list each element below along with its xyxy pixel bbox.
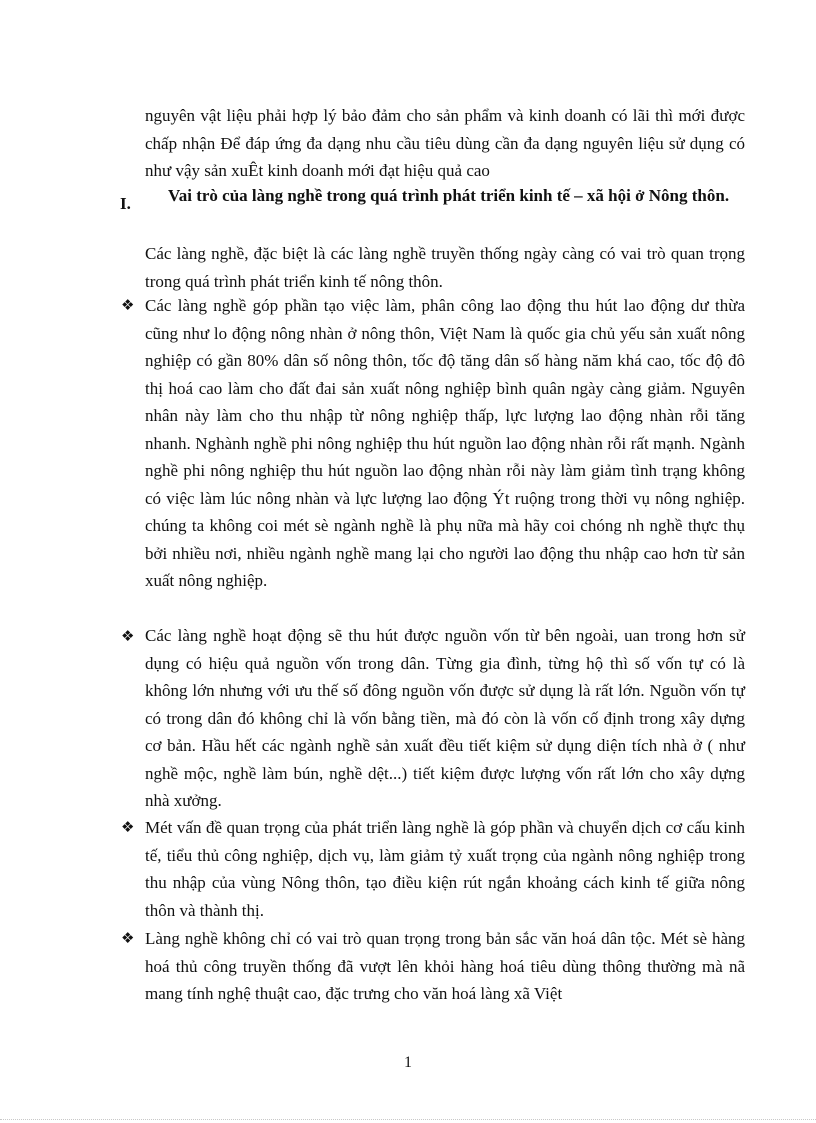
diamond-bullet-icon: ❖	[121, 929, 135, 947]
bullet-paragraph: Các làng nghề góp phần tạo việc làm, phân công lao động thu hút lao động dư thừa cũng như lo động nông nhàn ở nông thôn, Việt Nam là quốc gia chủ yếu sản xuất nông nghiệp có gần 80% dân số nông thôn, tốc độ tăng dân số hàng năm khá cao, tốc độ đô thị hoá cao làm cho đất đai sản xuất nông nghiệp bình quân ngày càng giảm. Nguyên nhân này làm cho thu nhập từ nông nghiệp thấp, lực lượng lao động nhàn rỗi tăng nhanh. Nghành nghề phi nông nghiệp thu hút nguồn lao động nhàn rỗi rất mạnh. Ngành nghề phi nông nghiệp thu hút nguồn lao động nhàn rỗi này làm giảm tình trạng không có việc làm lúc nông nhàn và lực lượng lao động Ýt ruộng trong thời vụ nông nghiệp. chúng ta không coi mét sè ngành nghề là phụ nữa mà hãy coi chóng nh nghề thực thụ bởi nhiều nơi, nhiều ngành nghề mang lại cho người lao động thu nhập cao hơn từ sản xuất nông nghiệp.	[145, 296, 745, 590]
bullet-paragraph: Làng nghề không chỉ có vai trò quan trọng trong bản sắc văn hoá dân tộc. Mét sè hàng hoá thủ công truyền thống đã vượt lên khỏi hàng hoá tiêu dùng thông thường mà nã mang tính nghệ thuật cao, đặc trưng cho văn hoá làng xã Việt	[145, 929, 745, 1003]
diamond-bullet-icon: ❖	[121, 296, 135, 314]
lead-paragraph: Các làng nghề, đặc biệt là các làng nghề truyền thống ngày càng có vai trò quan trọng trong quá trình phát triển kinh tế nông thôn.	[145, 244, 745, 291]
diamond-bullet-icon: ❖	[121, 818, 135, 836]
diamond-bullet-icon: ❖	[121, 627, 135, 645]
bullet-paragraph: Mét vấn đề quan trọng của phát triển làng nghề là góp phần và chuyển dịch cơ cấu kinh tế, tiểu thủ công nghiệp, dịch vụ, làm giảm tỷ xuất trọng của ngành nông nghiệp trong thu nhập của vùng Nông thôn, tạo điều kiện rút ngắn khoảng cách kinh tế giữa nông thôn và thành thị.	[145, 818, 745, 920]
page-number: 1	[404, 1054, 412, 1071]
section-number: I.	[120, 194, 131, 213]
page-bottom-rule	[0, 1119, 816, 1120]
section-heading: Vai trò của làng nghề trong quá trình phát triển kinh tế – xã hội ở Nông thôn.	[168, 186, 730, 205]
intro-paragraph: nguyên vật liệu phải hợp lý bảo đảm cho sản phẩm và kinh doanh có lãi thì mới được chấp nhận Để đáp ứng đa dạng nhu cầu tiêu dùng cần đa dạng nguyên liệu sử dụng có như vậy sản xuÊt kinh doanh mới đạt hiệu quả cao	[145, 106, 745, 180]
bullet-paragraph: Các làng nghề hoạt động sẽ thu hút được nguồn vốn từ bên ngoài, uan trong hơn sử dụng có hiệu quả nguồn vốn trong dân. Từng gia đình, từng hộ thì số vốn tự có là không lớn nhưng với ưu thế số đông nguồn vốn được sử dụng là rất lớn. Nguồn vốn tự có trong dân đó không chỉ là vốn bằng tiền, mà đó còn là vốn cố định trong xây dựng cơ bản. Hầu hết các ngành nghề sản xuất đều tiết kiệm sử dụng diện tích nhà ở ( như nghề mộc, nghề làm bún, nghề dệt...) tiết kiệm được lượng vốn rất lớn cho xây dựng nhà xưởng.	[145, 626, 745, 810]
